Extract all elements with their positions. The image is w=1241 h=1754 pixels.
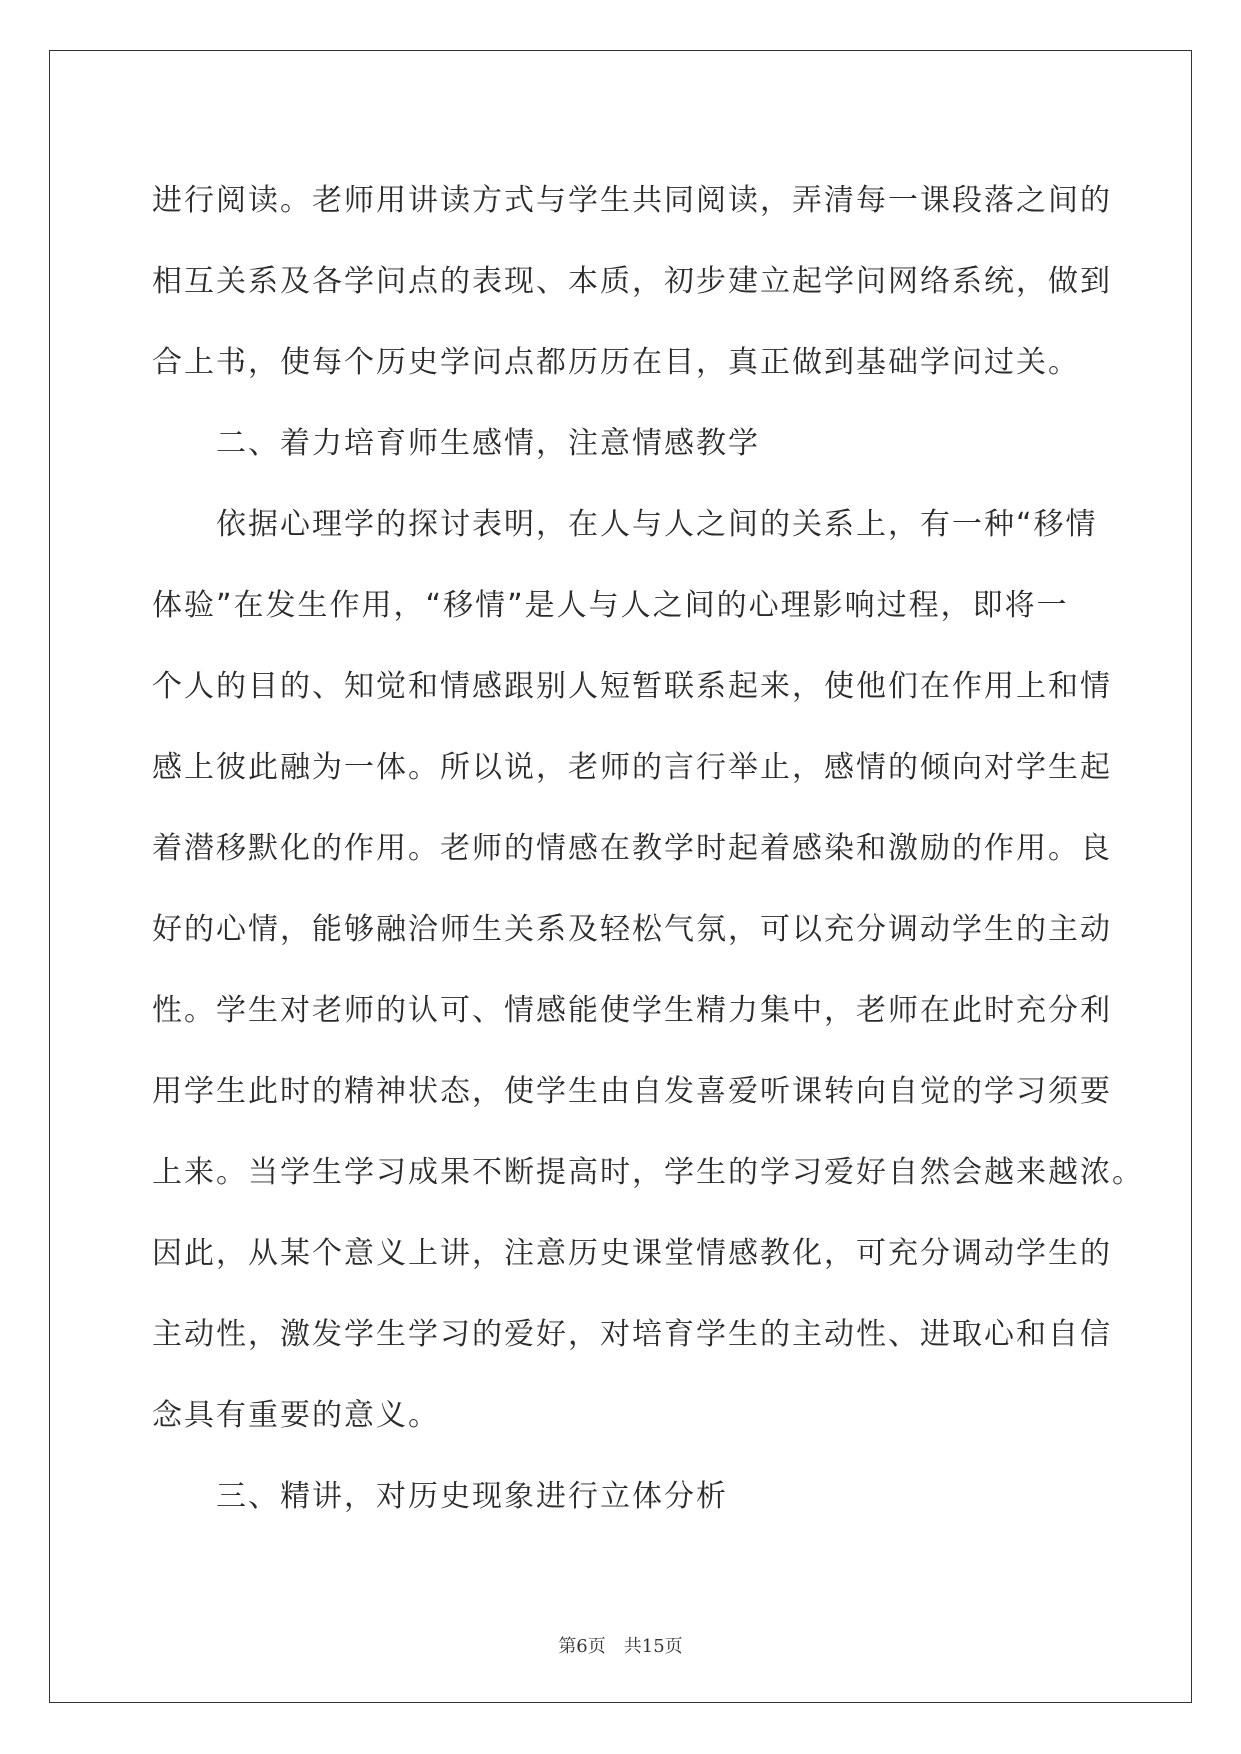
page-number: 第6页 xyxy=(558,1636,606,1657)
text-line: 好的心情，能够融洽师生关系及轻松气氛，可以充分调动学生的主动 xyxy=(152,912,1112,947)
text-line: 合上书，使每个历史学问点都历历在目，真正做到基础学问过关。 xyxy=(152,345,1080,380)
text-line: 念具有重要的意义。 xyxy=(152,1398,440,1433)
document-body xyxy=(152,160,1144,1537)
text-line: 因此，从某个意义上讲，注意历史课堂情感教化，可充分调动学生的 xyxy=(152,1236,1112,1271)
text-line: 用学生此时的精神状态，使学生由自发喜爱听课转向自觉的学习须要 xyxy=(152,1074,1112,1109)
text-line: 主动性，激发学生学习的爱好，对培育学生的主动性、进取心和自信 xyxy=(152,1317,1112,1352)
section-heading: 二、着力培育师生感情，注意情感教学 xyxy=(216,426,760,461)
text-line: 个人的目的、知觉和情感跟别人短暂联系起来，使他们在作用上和情 xyxy=(152,669,1112,704)
page-footer xyxy=(0,1632,1241,1658)
text-line: 体验”在发生作用，“移情”是人与人之间的心理影响过程，即将一 xyxy=(152,588,1069,623)
text-line: 性。学生对老师的认可、情感能使学生精力集中，老师在此时充分利 xyxy=(152,993,1112,1028)
text-line: 依据心理学的探讨表明，在人与人之间的关系上，有一种“移情 xyxy=(216,507,1098,542)
text-line: 进行阅读。老师用讲读方式与学生共同阅读，弄清每一课段落之间的 xyxy=(152,183,1112,218)
section-heading: 三、精讲，对历史现象进行立体分析 xyxy=(216,1479,728,1514)
text-line: 上来。当学生学习成果不断提高时，学生的学习爱好自然会越来越浓。 xyxy=(152,1155,1144,1190)
text-line: 相互关系及各学问点的表现、本质，初步建立起学问网络系统，做到 xyxy=(152,264,1112,299)
page-total: 共15页 xyxy=(623,1636,683,1657)
text-line: 感上彼此融为一体。所以说，老师的言行举止，感情的倾向对学生起 xyxy=(152,750,1112,785)
text-line: 着潜移默化的作用。老师的情感在教学时起着感染和激励的作用。良 xyxy=(152,831,1112,866)
